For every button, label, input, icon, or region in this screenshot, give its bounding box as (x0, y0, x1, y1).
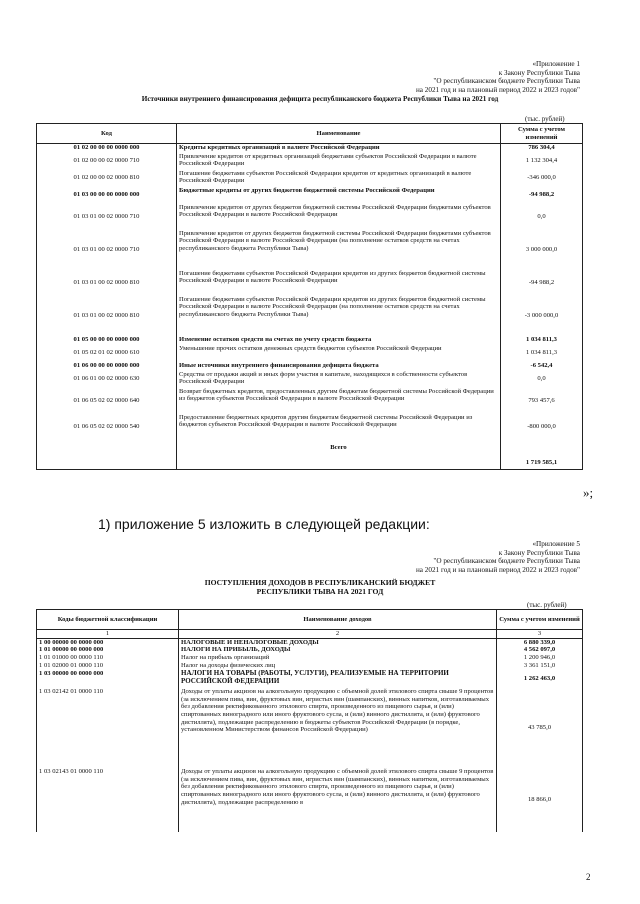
row-amount: 3 361 151,0 (497, 662, 583, 670)
appendix5-header-line: на 2021 год и на плановый период 2022 и 2023 годов" (415, 565, 580, 574)
table-row (37, 345, 583, 362)
total-label: Всего (177, 440, 501, 470)
total-code-cell (37, 440, 177, 470)
appendix1-header-line: "О республиканском бюджете Республики Тыва (433, 77, 580, 86)
sources-table (36, 123, 583, 470)
row-amount: 43 785,0 (497, 688, 583, 768)
row-name: Налог на доходы физических лиц (179, 662, 497, 670)
column-header-amount: Сумма с учетом изменений (501, 124, 583, 144)
row-name: Погашение бюджетами субъектов Российской Федерации кредитов от кредитных организаций в валюте Российской Федерации (177, 170, 501, 187)
row-name: Привлечение кредитов от других бюджетов бюджетной системы Российской Федерации бюджетами субъектов Российской Федерации в валюте Российской Федерации (на пополнение остатков средств на счетах республиканского бюджета Республики Тыва) (177, 230, 501, 270)
column-header-name: Наименование (177, 124, 501, 144)
row-amount: 6 880 339,0 (497, 638, 583, 646)
row-name: НАЛОГИ НА ПРИБЫЛЬ, ДОХОДЫ (179, 646, 497, 654)
table-row (37, 336, 583, 345)
row-code: 01 06 01 00 02 0000 630 (37, 371, 177, 388)
appendix1-title: Источники внутреннего финансирования дефицита республиканского бюджета Республики Тыва на 2021 год (141, 95, 499, 103)
column-number: 3 (497, 630, 583, 639)
row-name: Налог на прибыль организаций (179, 654, 497, 662)
row-amount: 3 000 000,0 (501, 230, 583, 270)
row-name: НАЛОГИ НА ТОВАРЫ (РАБОТЫ, УСЛУГИ), РЕАЛИЗУЕМЫЕ НА ТЕРРИТОРИИ РОССИЙСКОЙ ФЕДЕРАЦИИ (179, 670, 497, 688)
table-row (37, 768, 583, 832)
appendix5-header-line: «Приложение 5 (532, 540, 580, 548)
row-amount: 793 457,6 (501, 388, 583, 414)
table-row (37, 170, 583, 187)
row-code: 1 01 00000 00 0000 000 (37, 646, 179, 654)
row-name: Изменение остатков средств на счетах по учету средств бюджета (177, 336, 501, 345)
row-code: 01 02 00 00 02 0000 810 (37, 170, 177, 187)
row-code: 01 06 05 02 02 0000 640 (37, 388, 177, 414)
appendix5-title-line: РЕСПУБЛИКИ ТЫВА НА 2021 ГОД (256, 587, 384, 596)
row-amount: 1 132 304,4 (501, 153, 583, 170)
row-code: 1 01 01000 00 0000 110 (37, 654, 179, 662)
table-row (37, 638, 583, 646)
row-name: Уменьшение прочих остатков денежных средств бюджетов субъектов Российской Федерации (177, 345, 501, 362)
row-code: 1 00 00000 00 0000 000 (37, 638, 179, 646)
table-row (37, 414, 583, 440)
row-code: 01 02 00 00 00 0000 000 (37, 144, 177, 153)
item-heading: 1) приложение 5 изложить в следующей редакции: (98, 516, 430, 532)
row-amount: 0,0 (501, 371, 583, 388)
appendix1-header-line: к Закону Республики Тыва (498, 68, 580, 77)
row-amount: -94 988,2 (501, 187, 583, 204)
row-name: Возврат бюджетных кредитов, предоставленных другим бюджетам бюджетной системы Российской Федерации из бюджетов субъектов Российской Федерации в валюте Российской Федерации (177, 388, 501, 414)
appendix1-header-line: «Приложение 1 (532, 60, 580, 68)
row-name: Доходы от уплаты акцизов на алкогольную продукцию с объемной долей этилового спирта свыше 9 процентов (за исключением пива, вин, фруктовых вин, игристых вин (шампанских), винных напитков, изготавливаемых без добавления ректификованного этилового спирта, произведенного из пищевого сырья, и (или) спиртованных виноградного или иного фруктового сусла, и (или) винного дистиллята, и (или) фруктового дистиллята), подлежащие распределению в бюджеты субъектов Российской Федерации (в порядке, установленном Министерством финансов Российской Федерации) (179, 688, 497, 768)
row-amount: 1 200 946,0 (497, 654, 583, 662)
row-amount: 18 866,0 (497, 768, 583, 832)
column-header-codes: Коды бюджетной классификации (37, 610, 179, 630)
row-code: 01 03 01 00 02 0000 710 (37, 204, 177, 230)
table-row (37, 362, 583, 371)
row-code: 1 03 02142 01 0000 110 (37, 688, 179, 768)
row-amount: -3 000 000,0 (501, 296, 583, 336)
row-name: Доходы от уплаты акцизов на алкогольную продукцию с объемной долей этилового спирта свыше 9 процентов (за исключением пива, вин, фруктовых вин, игристых вин (шампанских), винных напитков, изготавливаемых без добавления ректификованного этилового спирта, произведенного из пищевого сырья, и (или) спиртованных виноградного или иного фруктового сусла, и (или) винного дистиллята, и (или) фруктового дистиллята), подлежащие распределению в (179, 768, 497, 832)
row-code: 01 02 00 00 02 0000 710 (37, 153, 177, 170)
table-row (37, 144, 583, 153)
row-code: 1 03 02143 01 0000 110 (37, 768, 179, 832)
appendix5-header-line: "О республиканском бюджете Республики Тыва (433, 557, 580, 566)
table-row (37, 388, 583, 414)
table-row-total (37, 440, 583, 470)
row-amount: -94 988,2 (501, 270, 583, 296)
total-amount: 1 719 585,1 (501, 440, 583, 470)
column-header-revenue-name: Наименование доходов (179, 610, 497, 630)
row-code: 1 03 00000 00 0000 000 (37, 670, 179, 688)
column-number: 1 (37, 630, 179, 639)
row-name: Бюджетные кредиты от других бюджетов бюджетной системы Российской Федерации (177, 187, 501, 204)
row-code: 01 06 05 02 02 0000 540 (37, 414, 177, 440)
row-name: Иные источники внутреннего финансирования дефицита бюджета (177, 362, 501, 371)
row-code: 01 03 00 00 00 0000 000 (37, 187, 177, 204)
row-name: Привлечение кредитов от кредитных организаций бюджетами субъектов Российской Федерации в валюте Российской Федерации (177, 153, 501, 170)
appendix1-header (330, 60, 580, 94)
row-amount: 4 562 097,0 (497, 646, 583, 654)
table-row (37, 187, 583, 204)
row-code: 01 03 01 00 02 0000 710 (37, 230, 177, 270)
table-row (37, 662, 583, 670)
row-name: Погашение бюджетами субъектов Российской Федерации кредитов из других бюджетов бюджетной системы Российской Федерации в валюте Российской Федерации (на пополнение остатков средств на счетах республиканского бюджета Республики Тыва) (177, 296, 501, 336)
row-name: Предоставление бюджетных кредитов другим бюджетам бюджетной системы Российской Федерации из бюджетов субъектов Российской Федерации в валюте Российской Федерации (177, 414, 501, 440)
row-name: Средства от продажи акций и иных форм участия в капитале, находящихся в собственности субъектов Российской Федерации (177, 371, 501, 388)
column-header-code: Код (37, 124, 177, 144)
appendix1-header-line: на 2021 год и на плановый период 2022 и 2023 годов" (415, 85, 580, 94)
table-row (37, 670, 583, 688)
column-number: 2 (179, 630, 497, 639)
table-row (37, 153, 583, 170)
appendix5-header-line: к Закону Республики Тыва (498, 548, 580, 557)
table-row (37, 688, 583, 768)
row-amount: 0,0 (501, 204, 583, 230)
row-code: 1 01 02000 01 0000 110 (37, 662, 179, 670)
appendix5-title (140, 578, 500, 596)
page-number: 2 (586, 872, 591, 882)
appendix5-header (330, 540, 580, 574)
row-name: Кредиты кредитных организаций в валюте Российской Федерации (177, 144, 501, 153)
row-name: Погашение бюджетами субъектов Российской Федерации кредитов из других бюджетов бюджетной системы Российской Федерации в валюте Российской Федерации (177, 270, 501, 296)
appendix5-unit: (тыс. рублей) (527, 601, 567, 609)
row-code: 01 05 00 00 00 0000 000 (37, 336, 177, 345)
row-name: Привлечение кредитов от других бюджетов бюджетной системы Российской Федерации бюджетами субъектов Российской Федерации в валюте Российской Федерации (177, 204, 501, 230)
row-amount: 786 304,4 (501, 144, 583, 153)
revenues-table (36, 609, 583, 832)
row-code: 01 06 00 00 00 0000 000 (37, 362, 177, 371)
appendix1-unit: (тыс. рублей) (525, 115, 565, 123)
row-amount: 1 262 463,0 (497, 670, 583, 688)
table-row (37, 646, 583, 654)
table-row (37, 654, 583, 662)
row-amount: 1 034 811,3 (501, 336, 583, 345)
table-row (37, 270, 583, 296)
appendix5-title-line: ПОСТУПЛЕНИЯ ДОХОДОВ В РЕСПУБЛИКАНСКИЙ БЮДЖЕТ (204, 578, 436, 587)
row-code: 01 03 01 00 02 0000 810 (37, 296, 177, 336)
row-amount: -6 542,4 (501, 362, 583, 371)
row-amount: -346 000,0 (501, 170, 583, 187)
row-code: 01 05 02 01 02 0000 610 (37, 345, 177, 362)
row-amount: 1 034 811,3 (501, 345, 583, 362)
column-header-amount: Сумма с учетом изменений (497, 610, 583, 630)
row-amount: -800 000,0 (501, 414, 583, 440)
table-row (37, 371, 583, 388)
closing-quote: »; (583, 485, 594, 500)
table-row (37, 204, 583, 230)
row-name: НАЛОГОВЫЕ И НЕНАЛОГОВЫЕ ДОХОДЫ (179, 638, 497, 646)
row-code: 01 03 01 00 02 0000 810 (37, 270, 177, 296)
table-row (37, 296, 583, 336)
table-row (37, 230, 583, 270)
